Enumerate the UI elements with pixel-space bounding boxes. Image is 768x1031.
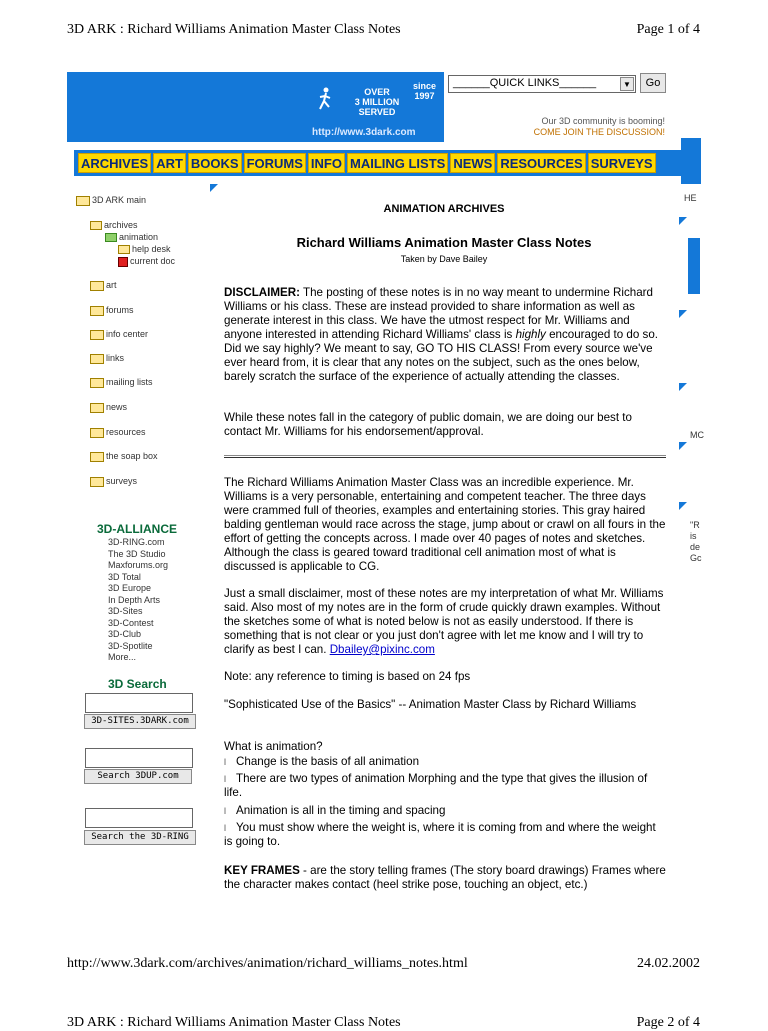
what-is-heading: What is animation? — [224, 740, 323, 753]
right-clipped-text: HE — [684, 193, 697, 203]
bullet-item: l Animation is all in the timing and spacing — [224, 804, 446, 817]
folder-icon — [90, 477, 104, 487]
sidebar-item-soap-box[interactable]: the soap box — [90, 451, 158, 462]
search-3dup-button[interactable]: Search 3DUP.com — [84, 769, 192, 784]
folder-icon — [90, 354, 104, 364]
corner-decoration — [210, 184, 218, 192]
print-header-title: 3D ARK : Richard Williams Animation Master Class Notes — [67, 22, 401, 37]
folder-icon — [90, 221, 102, 230]
print-footer-date: 24.02.2002 — [637, 956, 700, 971]
divider — [224, 455, 666, 458]
alliance-link-more[interactable]: More... — [108, 652, 137, 662]
byline: Taken by Dave Bailey — [400, 254, 488, 264]
right-clipped-text: MC — [690, 430, 704, 440]
sidebar-item-links[interactable]: links — [90, 353, 124, 364]
folder-icon — [90, 452, 104, 462]
bullet-item: l You must show where the weight is, where it is coming from and where the weight is going to. — [224, 821, 656, 848]
email-link[interactable]: Dbailey@pixinc.com — [329, 643, 435, 656]
sidebar-item-surveys[interactable]: surveys — [90, 476, 137, 487]
runner-icon — [318, 87, 332, 113]
folder-icon — [90, 306, 104, 316]
alliance-link[interactable]: Maxforums.org — [108, 560, 169, 570]
sidebar-item-resources[interactable]: resources — [90, 427, 146, 438]
next-page-header-title: 3D ARK : Richard Williams Animation Master Class Notes — [67, 1015, 401, 1030]
sidebar-item-news[interactable]: news — [90, 402, 127, 413]
page-title: Richard Williams Animation Master Class Notes — [296, 235, 592, 250]
alliance-heading: 3D-ALLIANCE — [97, 522, 177, 536]
search-3dring-button[interactable]: Search the 3D-RING — [84, 830, 196, 845]
sidebar-item-animation[interactable]: animation — [105, 232, 158, 242]
served-text: OVER 3 MILLION SERVED — [354, 87, 400, 117]
search-input-3dring[interactable] — [85, 808, 193, 828]
right-ad-block — [688, 238, 700, 294]
nav-books[interactable]: BOOKS — [188, 153, 242, 173]
corner-decoration — [679, 442, 687, 450]
chevron-down-icon: ▼ — [620, 77, 634, 91]
folder-icon — [76, 196, 90, 206]
timing-note: Note: any reference to timing is based on 24 fps — [224, 670, 471, 683]
alliance-link[interactable]: 3D-RING.com — [108, 537, 165, 547]
key-frames-paragraph: KEY FRAMES - are the story telling frames (The story board drawings) Frames where the character makes contact (heel strike pose, touching an object, etc.) — [224, 864, 666, 891]
nav-resources[interactable]: RESOURCES — [497, 153, 585, 173]
since-label: since 1997 — [412, 81, 436, 101]
document-icon — [118, 257, 128, 267]
corner-decoration — [679, 217, 687, 225]
alliance-link[interactable]: 3D-Spotlite — [108, 640, 153, 651]
sidebar-item-help-desk[interactable]: help desk — [118, 244, 171, 254]
nav-news[interactable]: NEWS — [450, 153, 495, 173]
sidebar-item-info-center[interactable]: info center — [90, 329, 148, 340]
quote-line: "Sophisticated Use of the Basics" -- Animation Master Class by Richard Williams — [224, 698, 637, 711]
site-url: http://www.3dark.com — [312, 127, 416, 138]
print-page-number: Page 1 of 4 — [636, 22, 700, 37]
nav-mailing-lists[interactable]: MAILING LISTS — [347, 153, 448, 173]
public-domain-paragraph: While these notes fall in the category of public domain, we are doing our best to contact Mr. Williams for his endorsement/approval. — [224, 411, 632, 438]
folder-icon — [90, 428, 104, 438]
nav-forums[interactable]: FORUMS — [244, 153, 306, 173]
open-folder-icon — [105, 233, 117, 242]
right-clipped-quote: "R is de Gc — [690, 520, 702, 563]
archives-heading: ANIMATION ARCHIVES — [383, 203, 505, 215]
folder-icon — [90, 330, 104, 340]
sidebar-item-main[interactable]: 3D ARK main — [76, 195, 146, 206]
go-button[interactable]: Go — [640, 73, 666, 93]
folder-icon — [118, 245, 130, 254]
corner-decoration — [679, 383, 687, 391]
alliance-link[interactable]: In Depth Arts — [108, 594, 161, 605]
sidebar-item-archives[interactable]: archives — [90, 220, 138, 230]
sidebar-item-current-doc[interactable]: current doc — [118, 256, 175, 267]
nav-archives[interactable]: ARCHIVES — [78, 153, 151, 173]
search-3dsites-button[interactable]: 3D-SITES.3DARK.com — [84, 714, 196, 729]
intro-paragraph: The Richard Williams Animation Master Class was an incredible experience. Mr. Williams is a very personable, entertaining and competent teacher. The three days were crammed full of theories, examples and entertaining stories. This gray haired balding gentleman would race across the stage, jump about or crawl on all fours in the effort of getting the concepts across. I made over 40 pages of notes and sketches. Although the class is geared toward traditional cell animation most of what is discussed is applicable to CG. — [224, 476, 666, 573]
disclaimer-paragraph: DISCLAIMER: The posting of these notes is in no way meant to undermine Richard Williams or his class. These are instead provided to share information as well as generate interest in this class. We have the utmost respect for Mr. Williams and anyone interested in attending Richard Williams' class is highly encouraged to do so. Did we say highly? We meant to say, GO TO HIS CLASS! From every source we've ever heard from, it is clear that any notes on the subject, such as the ones below, barely scratch the surface of the experience of actually attending the classes. — [224, 286, 659, 383]
search-input-3dup[interactable] — [85, 748, 193, 768]
sidebar-item-forums[interactable]: forums — [90, 305, 134, 316]
folder-icon — [90, 281, 104, 291]
bullet-item: l Change is the basis of all animation — [224, 755, 420, 768]
corner-decoration — [679, 502, 687, 510]
sidebar-item-mailing-lists[interactable]: mailing lists — [90, 377, 153, 388]
nav-info[interactable]: INFO — [308, 153, 345, 173]
nav-art[interactable]: ART — [153, 153, 186, 173]
alliance-link[interactable]: The 3D Studio — [108, 548, 166, 559]
nav-surveys[interactable]: SURVEYS — [588, 153, 656, 173]
alliance-link[interactable]: 3D Total — [108, 571, 141, 582]
next-page-number: Page 2 of 4 — [636, 1015, 700, 1030]
served-badge[interactable] — [310, 81, 440, 139]
corner-decoration — [679, 310, 687, 318]
right-ad-strip — [681, 138, 701, 184]
small-disclaimer-paragraph: Just a small disclaimer, most of these notes are my interpretation of what Mr. Williams said. Also most of my notes are in the form of crude quickly drawn examples. Without the sketches some of what is noted below is not as easily understood. If there is something that is not clear or you just don't agree with let me know and I will try to clarify as best I can. Dbailey@pixinc.com — [224, 587, 664, 656]
alliance-link[interactable]: 3D-Sites — [108, 606, 143, 616]
folder-icon — [90, 378, 104, 388]
alliance-links — [108, 537, 168, 664]
bullet-item: l There are two types of animation Morphing and the type that gives the illusion of life. — [224, 772, 648, 799]
folder-icon — [90, 403, 104, 413]
alliance-link[interactable]: 3D-Contest — [108, 617, 154, 628]
community-promo[interactable]: Our 3D community is booming! COME JOIN THE DISCUSSION! — [533, 116, 665, 137]
quick-links-select[interactable]: ______QUICK LINKS______ ▼ — [448, 75, 636, 93]
search-input-3dsites[interactable] — [85, 693, 193, 713]
search-heading: 3D Search — [108, 677, 167, 691]
alliance-link[interactable]: 3D Europe — [108, 583, 152, 593]
main-nav — [74, 150, 686, 176]
print-footer-url: http://www.3dark.com/archives/animation/richard_williams_notes.html — [67, 956, 468, 971]
sidebar-item-art[interactable]: art — [90, 280, 117, 291]
alliance-link[interactable]: 3D-Club — [108, 629, 142, 639]
